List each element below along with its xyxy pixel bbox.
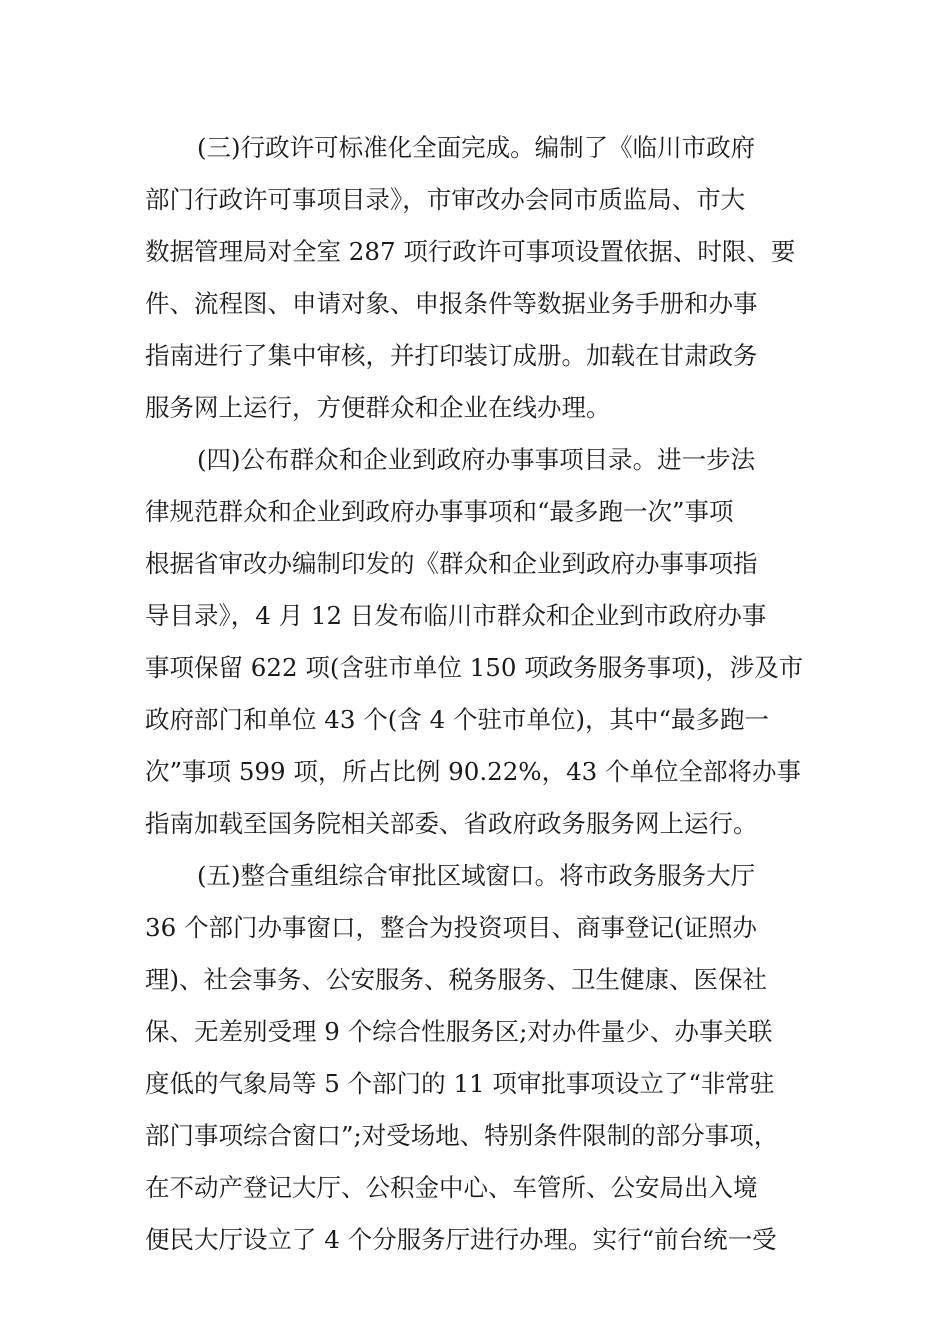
paragraph-line: 指南加载至国务院相关部委、省政府政务服务网上运行。 (145, 809, 758, 838)
paragraph-line: 件、流程图、申请对象、申报条件等数据业务手册和办事 (145, 289, 758, 318)
paragraph-line: 数据管理局对全室 287 项行政许可事项设置依据、时限、要 (145, 237, 796, 266)
paragraph-section-4 (145, 434, 817, 850)
paragraph-line: 在不动产登记大厅、公积金中心、车管所、公安局出入境 (145, 1173, 758, 1202)
paragraph-line: (五)整合重组综合审批区域窗口。将市政务服务大厅 (197, 861, 756, 890)
paragraph-line: 便民大厅设立了 4 个分服务厅进行办理。实行“前台统一受 (145, 1225, 777, 1254)
paragraph-line: 政府部门和单位 43 个(含 4 个驻市单位)，其中“最多跑一 (145, 705, 770, 734)
paragraph-line: 理)、社会事务、公安服务、税务服务、卫生健康、医保社 (145, 965, 768, 994)
document-body (145, 122, 817, 1266)
paragraph-line: 度低的气象局等 5 个部门的 11 项审批事项设立了“非常驻 (145, 1069, 775, 1098)
paragraph-line: 律规范群众和企业到政府办事事项和“最多跑一次”事项 (145, 497, 734, 526)
paragraph-line: (三)行政许可标准化全面完成。编制了《临川市政府 (197, 133, 756, 162)
paragraph-section-5 (145, 850, 817, 1266)
paragraph-line: 部门行政许可事项目录》，市审改办会同市质监局、市大 (145, 185, 746, 214)
paragraph-line: 36 个部门办事窗口，整合为投资项目、商事登记(证照办 (145, 913, 758, 942)
paragraph-section-3 (145, 122, 817, 434)
paragraph-line: 次”事项 599 项，所占比例 90.22%，43 个单位全部将办事 (145, 757, 802, 786)
paragraph-line: 指南进行了集中审核，并打印装订成册。加载在甘肃政务 (145, 341, 758, 370)
paragraph-line: 事项保留 622 项(含驻市单位 150 项政务服务事项)，涉及市 (145, 653, 804, 682)
paragraph-line: 服务网上运行，方便群众和企业在线办理。 (145, 393, 611, 422)
paragraph-line: 根据省审改办编制印发的《群众和企业到政府办事事项指 (145, 549, 758, 578)
paragraph-line: (四)公布群众和企业到政府办事事项目录。进一步法 (197, 445, 756, 474)
paragraph-line: 导目录》，4 月 12 日发布临川市群众和企业到市政府办事 (145, 601, 767, 630)
paragraph-line: 保、无差别受理 9 个综合性服务区;对办件量少、办事关联 (145, 1017, 773, 1046)
paragraph-line: 部门事项综合窗口”;对受场地、特别条件限制的部分事项， (145, 1121, 779, 1150)
